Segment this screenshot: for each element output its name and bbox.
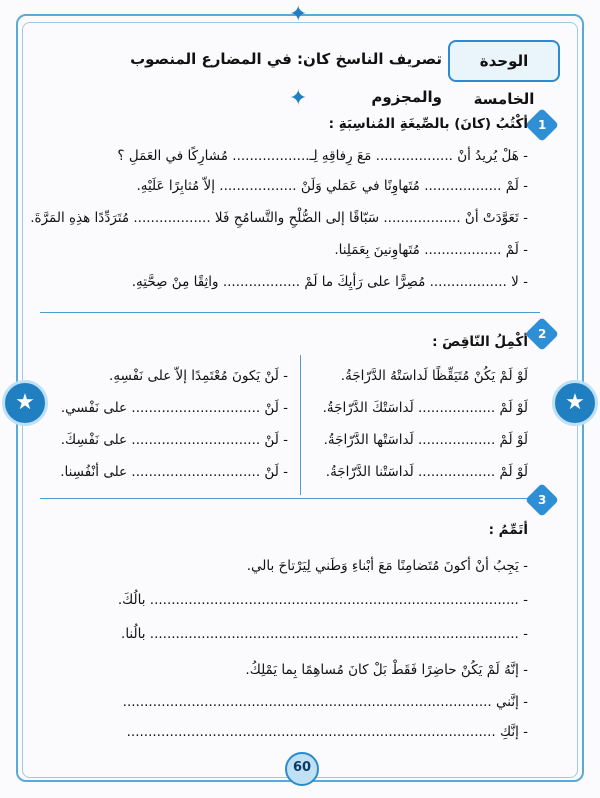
exercise-3-line: - يَجِبُ أنْ أكونَ مُتَضامِنًا مَعَ أبْناءِ وَطَني لِيَرْتاحَ بالي.: [246, 558, 528, 574]
exercise-2-left-line: - لَنْ يَكونَ مُعْتَمِدًا إلاّ على نَفْسِهِ.: [109, 368, 288, 384]
right-star-ornament: ★: [552, 380, 598, 426]
exercise-2-instruction: أكْمِلُ النّاقِصَ :: [432, 334, 528, 350]
exercise-2-badge: 2: [525, 317, 559, 351]
exercise-3-line: - ...................................................................................... بالُنا.: [121, 626, 528, 642]
page-number: 60: [285, 752, 319, 786]
exercise-1-line: - لا .................. مُصِرًّا على رَأيِكَ ما لَمْ .................. واثِقًا مِنْ صِحَّتِهِ.: [131, 274, 528, 290]
exercise-2-right-line: لَوْ لَمْ .................. لَداسَتْكَ الدَّرّاجَةُ.: [322, 400, 528, 416]
header-star-ornament: ✦: [289, 86, 308, 111]
unit-label: الوحدة الخامسة: [448, 40, 560, 82]
column-divider: [300, 355, 301, 495]
exercise-1-badge: 1: [525, 108, 559, 142]
exercise-1-instruction: أكْتُبُ (كانَ) بالصِّيغَةِ المُناسِبَةِ :: [328, 116, 528, 132]
exercise-3-line: - ...................................................................................... بالُكَ.: [117, 592, 528, 608]
exercise-3-line: - إنَّني ......................................................................................: [122, 694, 528, 710]
lesson-title: تصريف الناسخ كان: في المضارع المنصوب والمجزوم: [130, 50, 442, 106]
exercise-1-line: - تَعَوَّدَتْ أنْ .................. سَبّاقًا إلى الصُّلْحِ والتَّسامُحِ فَلا .................. مُتَرَدِّدًا هذِهِ المَرَّةَ.: [30, 210, 528, 226]
exercise-3-line: - إنَّكِ ......................................................................................: [126, 724, 528, 740]
exercise-2-left-line: - لَنْ .............................. على نَفْسِكَ.: [60, 432, 288, 448]
exercise-2-right-line: لَوْ لَمْ .................. لَداسَتْنا الدَّرّاجَةُ.: [325, 464, 528, 480]
exercise-2-right-line: لَوْ لَمْ .................. لَداسَتْها الدَّرّاجَةُ.: [323, 432, 528, 448]
left-star-ornament: ★: [2, 380, 48, 426]
page-header: [40, 40, 560, 108]
exercise-1-line: - هَلْ يُريدُ أنْ .................. مَعَ رِفاقِهِ لِـ.................. مُشارِكًا في العَمَلِ ؟: [117, 148, 528, 164]
top-star-ornament: ✦: [289, 2, 308, 27]
exercise-2-left-line: - لَنْ .............................. على نَفْسي.: [60, 400, 288, 416]
exercise-1-line: - لَمْ .................. مُتَهاوِنينَ بِعَمَلِنا.: [334, 242, 528, 258]
exercise-2-left-line: - لَنْ .............................. على أنْفُسِنا.: [60, 464, 288, 480]
exercise-3-instruction: أتَمِّمُ :: [488, 522, 528, 538]
section-divider: [40, 312, 540, 313]
exercise-3-line: - إنَّهُ لَمْ يَكُنْ حاضِرًا فَقَطْ بَلْ كانَ مُساهِمًا بِما يَمْلِكُ.: [245, 662, 528, 678]
exercise-2-right-line: لَوْ لَمْ يَكُنْ مُتَيَقِّظًا لَداسَتْهُ الدَّرّاجَةُ.: [340, 368, 528, 384]
section-divider: [40, 498, 540, 499]
exercise-1-line: - لَمْ .................. مُتَهاوِنًا في عَمَلي وَلَنْ .................. إلاّ مُثابِرًا عَلَيْهِ.: [136, 178, 528, 194]
exercise-3-badge: 3: [525, 483, 559, 517]
